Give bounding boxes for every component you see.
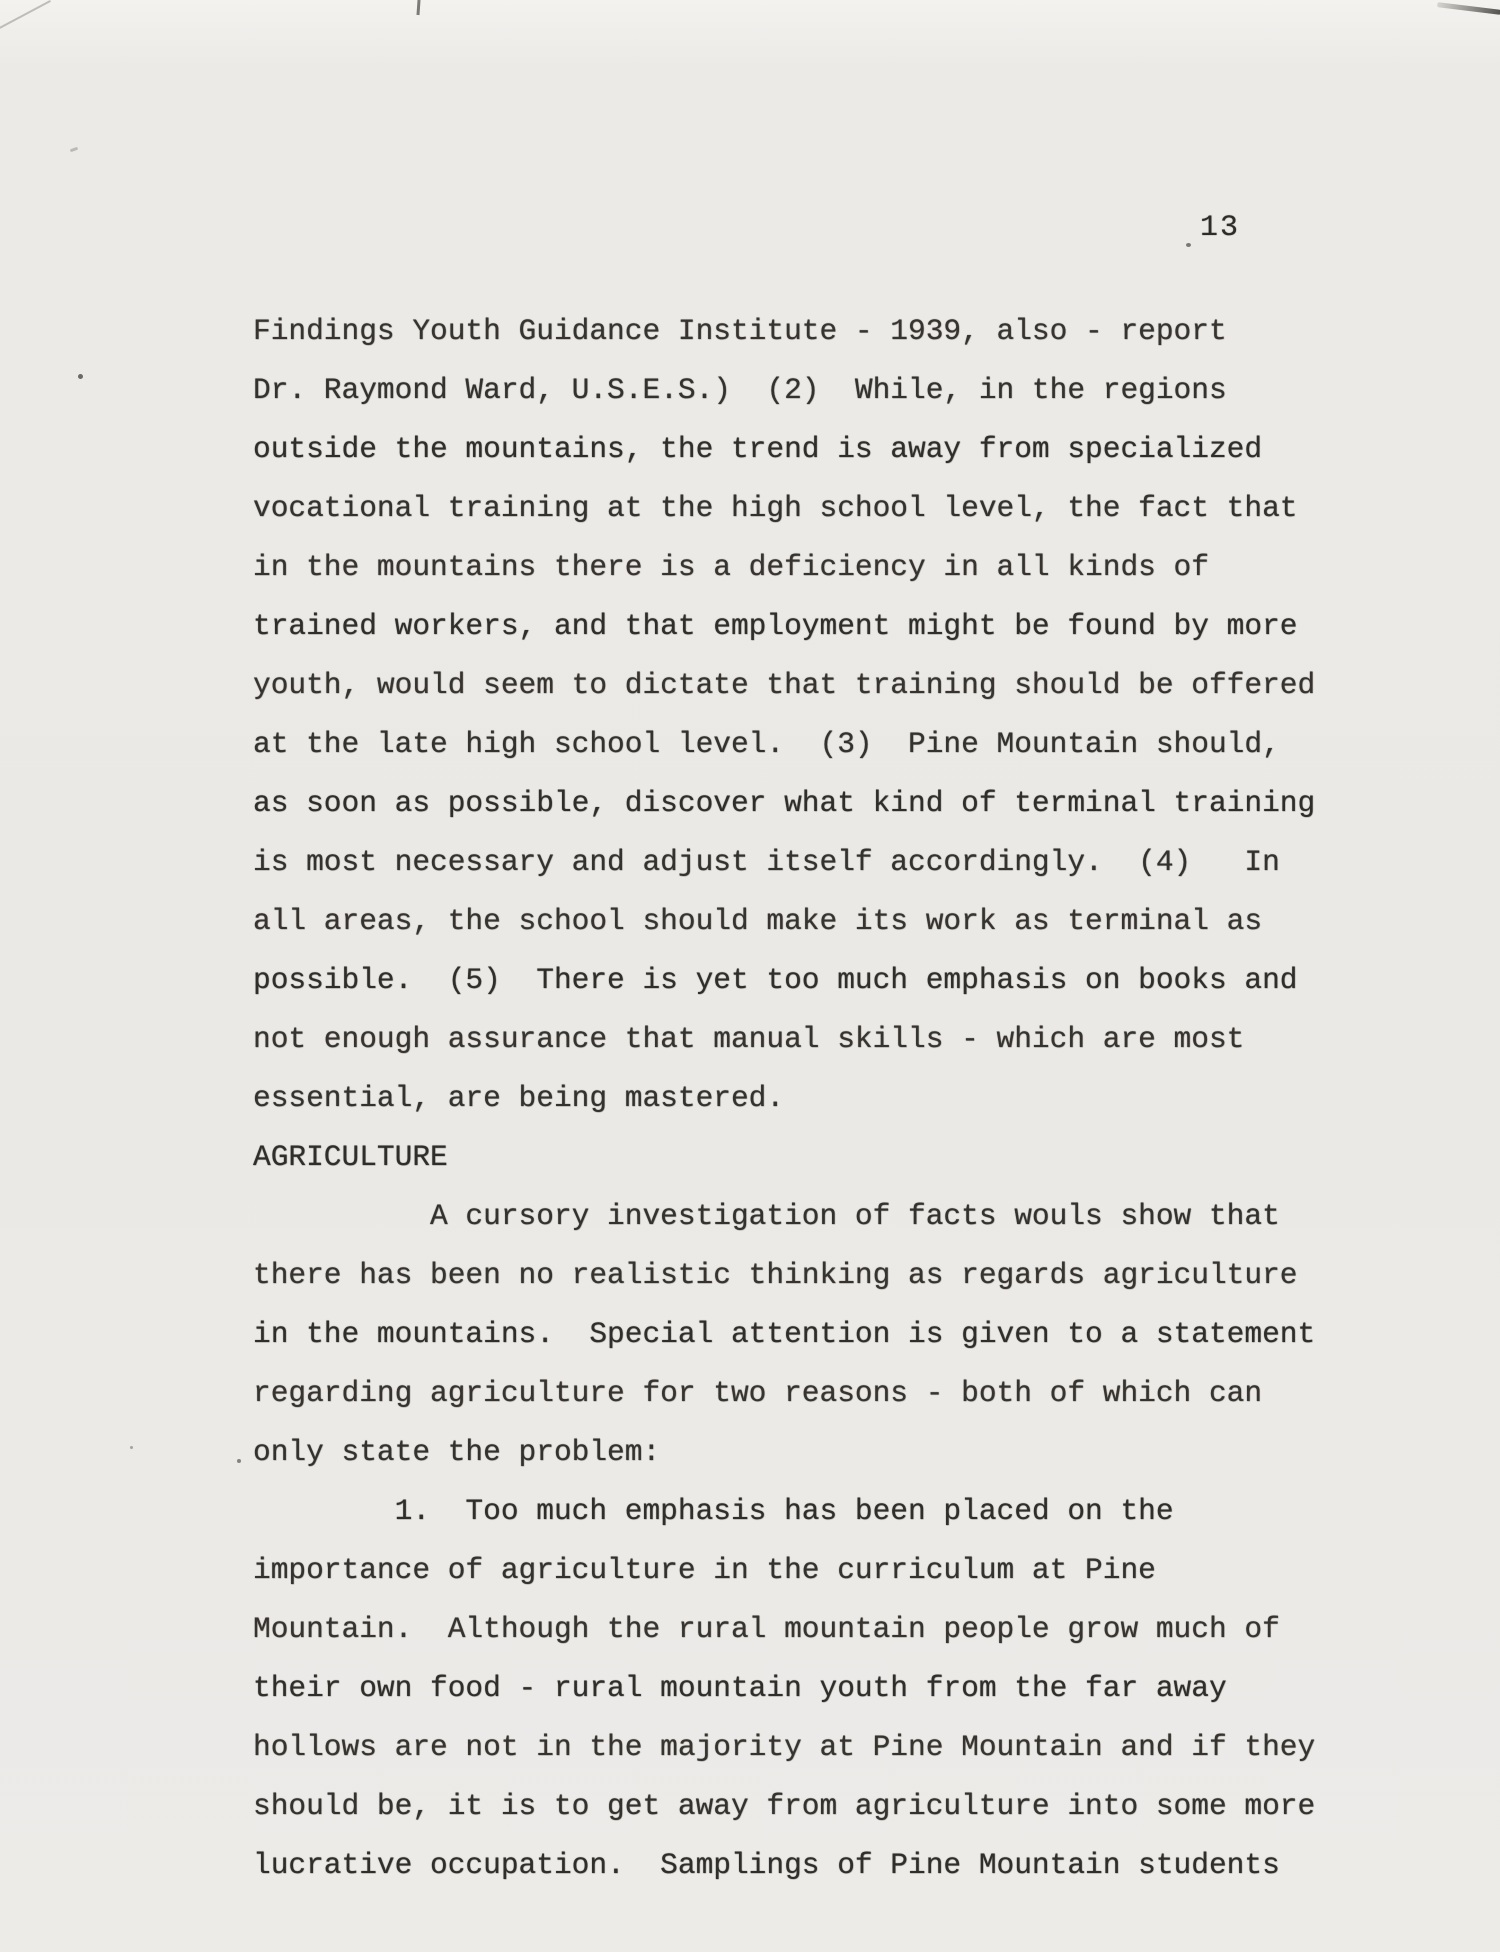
typed-line: essential, are being mastered. [253, 1081, 785, 1115]
typed-line: only state the problem: [253, 1435, 661, 1469]
corner-fold-mark [0, 0, 51, 30]
typed-line: Mountain. Although the rural mountain people grow much of [253, 1612, 1280, 1646]
typed-line: vocational training at the high school level, the fact that [253, 491, 1298, 525]
typed-line: regarding agriculture for two reasons - both of which can [253, 1376, 1263, 1410]
typed-line: importance of agriculture in the curriculum at Pine [253, 1553, 1156, 1587]
typed-line: not enough assurance that manual skills - which are most [253, 1022, 1245, 1056]
typed-line: all areas, the school should make its work as terminal as [253, 904, 1263, 938]
typed-line: youth, would seem to dictate that training should be offered [253, 668, 1316, 702]
ink-speck [1186, 243, 1191, 247]
typed-line: Findings Youth Guidance Institute - 1939, also - report [253, 314, 1227, 348]
typed-line: Dr. Raymond Ward, U.S.E.S.) (2) While, in the regions [253, 373, 1227, 407]
typed-line: in the mountains. Special attention is given to a statement [253, 1317, 1316, 1351]
paper-fiber-mark [70, 147, 79, 153]
typed-text-block [253, 302, 1315, 1895]
typed-line: 1. Too much emphasis has been placed on the [253, 1494, 1174, 1528]
typed-line: trained workers, and that employment might be found by more [253, 609, 1298, 643]
page-number: 13 [1200, 211, 1241, 245]
typed-line: as soon as possible, discover what kind of terminal training [253, 786, 1316, 820]
typed-line: A cursory investigation of facts wouls show that [253, 1199, 1280, 1233]
section-heading-agriculture: AGRICULTURE [253, 1140, 448, 1174]
typed-line: outside the mountains, the trend is away from specialized [253, 432, 1263, 466]
typed-line: possible. (5) There is yet too much emphasis on books and [253, 963, 1298, 997]
ink-speck [130, 1446, 133, 1449]
typed-line: should be, it is to get away from agriculture into some more [253, 1789, 1316, 1823]
corner-scan-mark [1437, 2, 1500, 15]
ink-speck [78, 374, 83, 379]
typed-line: lucrative occupation. Samplings of Pine Mountain students [253, 1848, 1280, 1882]
typed-line: is most necessary and adjust itself accordingly. (4) In [253, 845, 1280, 879]
typed-line: their own food - rural mountain youth from the far away [253, 1671, 1227, 1705]
typed-line: at the late high school level. (3) Pine Mountain should, [253, 727, 1280, 761]
typed-line: hollows are not in the majority at Pine Mountain and if they [253, 1730, 1316, 1764]
ink-speck [237, 1459, 241, 1463]
scan-tick-mark [416, 0, 420, 15]
typed-line: there has been no realistic thinking as regards agriculture [253, 1258, 1298, 1292]
typed-line: in the mountains there is a deficiency in all kinds of [253, 550, 1209, 584]
